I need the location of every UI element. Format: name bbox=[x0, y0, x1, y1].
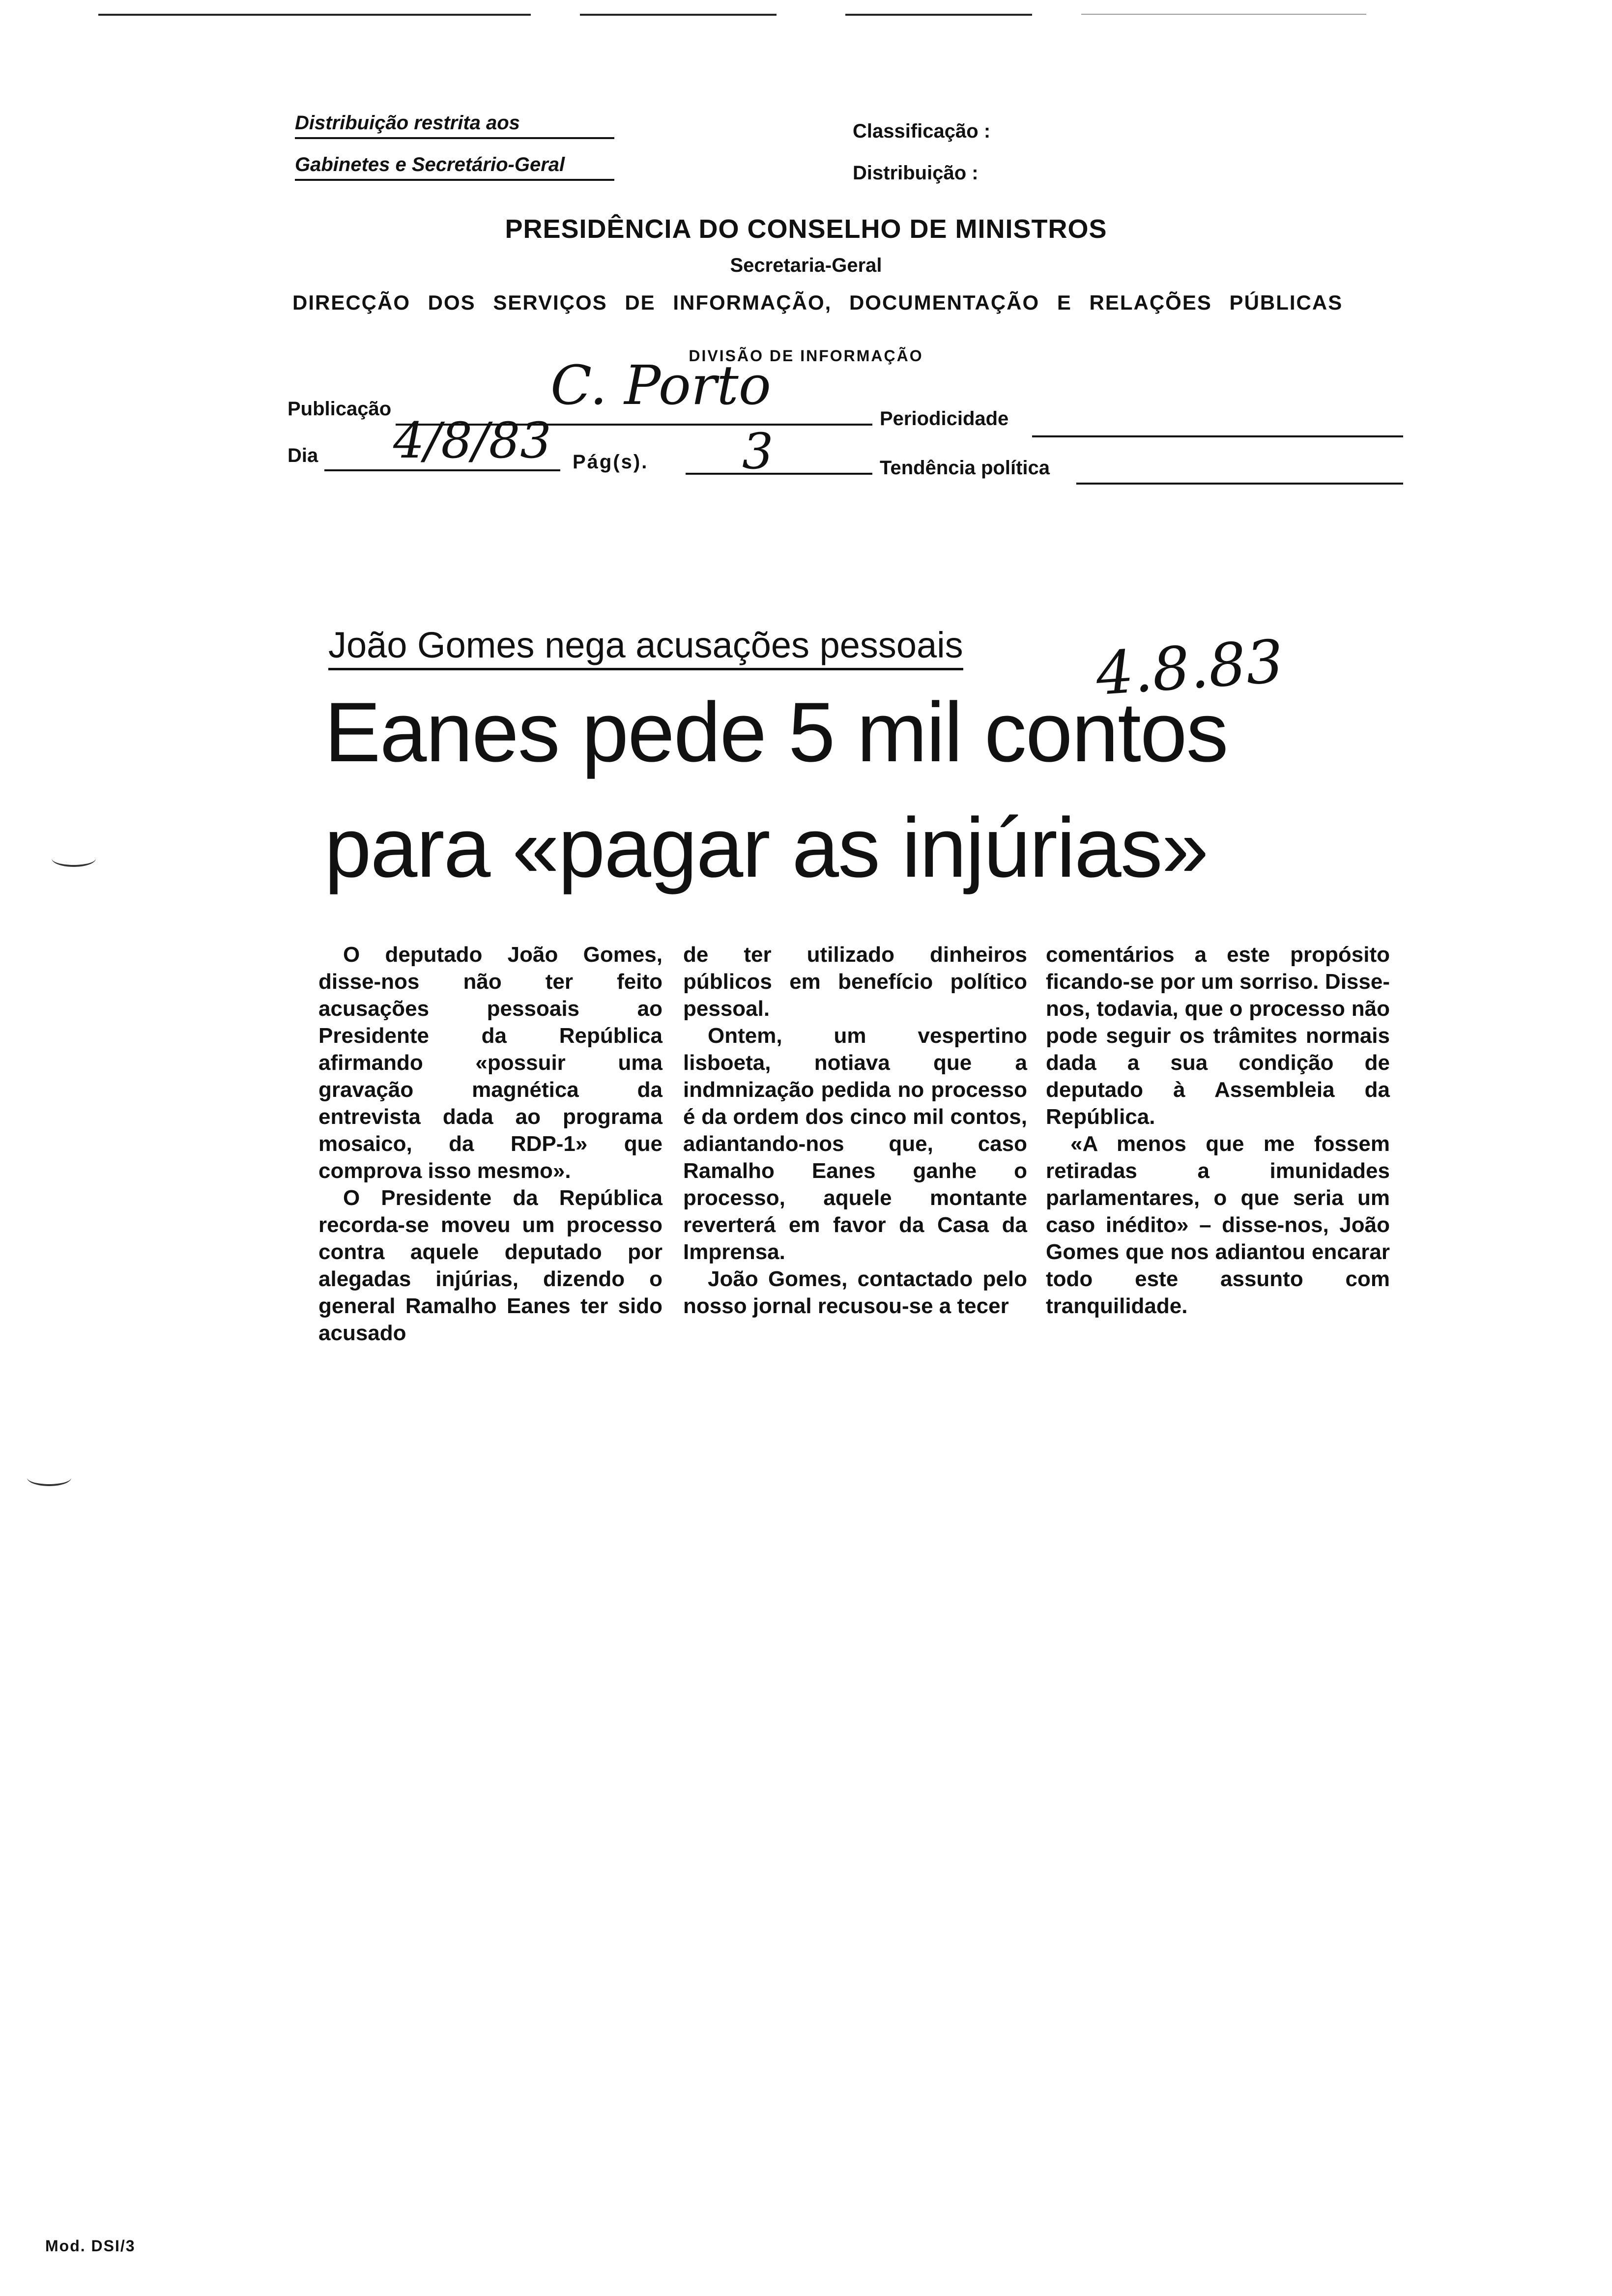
article-column-1 bbox=[318, 941, 662, 1347]
headline-line-1: Eanes pede 5 mil contos bbox=[324, 685, 1228, 779]
scan-line bbox=[845, 14, 1032, 16]
periodicidade-label: Periodicidade bbox=[880, 408, 1009, 430]
periodicidade-line bbox=[1032, 435, 1403, 437]
column-3-paragraph-2: «A menos que me fossem retiradas a imunidades parlamentares, o que seria um caso inédito» – disse-nos, João Gomes que nos adiantou encarar todo este assunto com tranquilidade. bbox=[1046, 1132, 1390, 1318]
article-kicker: João Gomes nega acusações pessoais bbox=[328, 624, 963, 670]
classificacao-label: Classificação : bbox=[853, 120, 991, 142]
pags-line bbox=[686, 473, 872, 475]
dia-label: Dia bbox=[288, 445, 318, 466]
column-2-paragraph-3: João Gomes, contactado pelo nosso jornal recusou-se a tecer bbox=[683, 1267, 1027, 1318]
column-2-paragraph-2: Ontem, um vespertino lisboeta, notiava que a indmnização pedida no processo é da ordem dos cinco mil contos, adiantando-nos que, caso Ramalho Eanes ganhe o processo, aquele montante reverterá em favor da Casa da Imprensa. bbox=[683, 1024, 1027, 1264]
column-1-paragraph-2: O Presidente da República recorda-se moveu um processo contra aquele deputado por alegadas injúrias, dizendo o general Ramalho Eanes ter sido acusado bbox=[318, 1186, 662, 1345]
divisao-label: DIVISÃO DE INFORMAÇÃO bbox=[689, 347, 923, 365]
pags-label: Pág(s). bbox=[573, 451, 649, 473]
distribuicao-label: Distribuição : bbox=[853, 162, 979, 184]
tendencia-label: Tendência política bbox=[880, 457, 1050, 479]
column-1-paragraph-1: O deputado João Gomes, disse-nos não ter feito acusações pessoais ao Presidente da República afirmando «possuir uma gravação magnética da entrevista dada ao programa mosaico, da RDP-1» que comprova isso mesmo». bbox=[318, 943, 662, 1183]
column-2-paragraph-1: de ter utilizado dinheiros públicos em benefício político pessoal. bbox=[683, 943, 1027, 1021]
article-column-3 bbox=[1046, 941, 1390, 1320]
pags-handwritten: 3 bbox=[742, 423, 774, 480]
tendencia-line bbox=[1076, 483, 1403, 485]
publicacao-label: Publicação bbox=[288, 398, 392, 420]
scan-line bbox=[98, 14, 531, 16]
scan-line bbox=[580, 14, 777, 16]
dia-line bbox=[324, 469, 560, 471]
scan-line bbox=[1081, 14, 1366, 15]
form-model-code: Mod. DSI/3 bbox=[45, 2237, 136, 2255]
column-3-paragraph-1: comentários a este propósito ficando-se por um sorriso. Disse-nos, todavia, que o processo não pode seguir os trâmites normais dada a sua condição de deputado à Assembleia da República. bbox=[1046, 943, 1390, 1129]
restricted-line-1: Distribuição restrita aos bbox=[295, 112, 614, 139]
scan-mark bbox=[52, 850, 96, 867]
article-column-2 bbox=[683, 941, 1027, 1320]
scan-mark bbox=[27, 1469, 71, 1486]
direccao-label: DIRECÇÃO DOS SERVIÇOS DE INFORMAÇÃO, DOCUMENTAÇÃO E RELAÇÕES PÚBLICAS bbox=[292, 291, 1343, 314]
handwritten-date: 4.8.83 bbox=[1094, 627, 1286, 709]
restricted-distribution-note bbox=[295, 112, 614, 181]
publicacao-handwritten: C. Porto bbox=[550, 354, 771, 417]
headline-line-2: para «pagar as injúrias» bbox=[324, 801, 1208, 895]
dia-handwritten: 4/8/83 bbox=[393, 412, 551, 469]
institution-title: PRESIDÊNCIA DO CONSELHO DE MINISTROS bbox=[505, 214, 1107, 244]
secretaria-label: Secretaria-Geral bbox=[730, 255, 882, 276]
restricted-line-2: Gabinetes e Secretário-Geral bbox=[295, 154, 614, 181]
